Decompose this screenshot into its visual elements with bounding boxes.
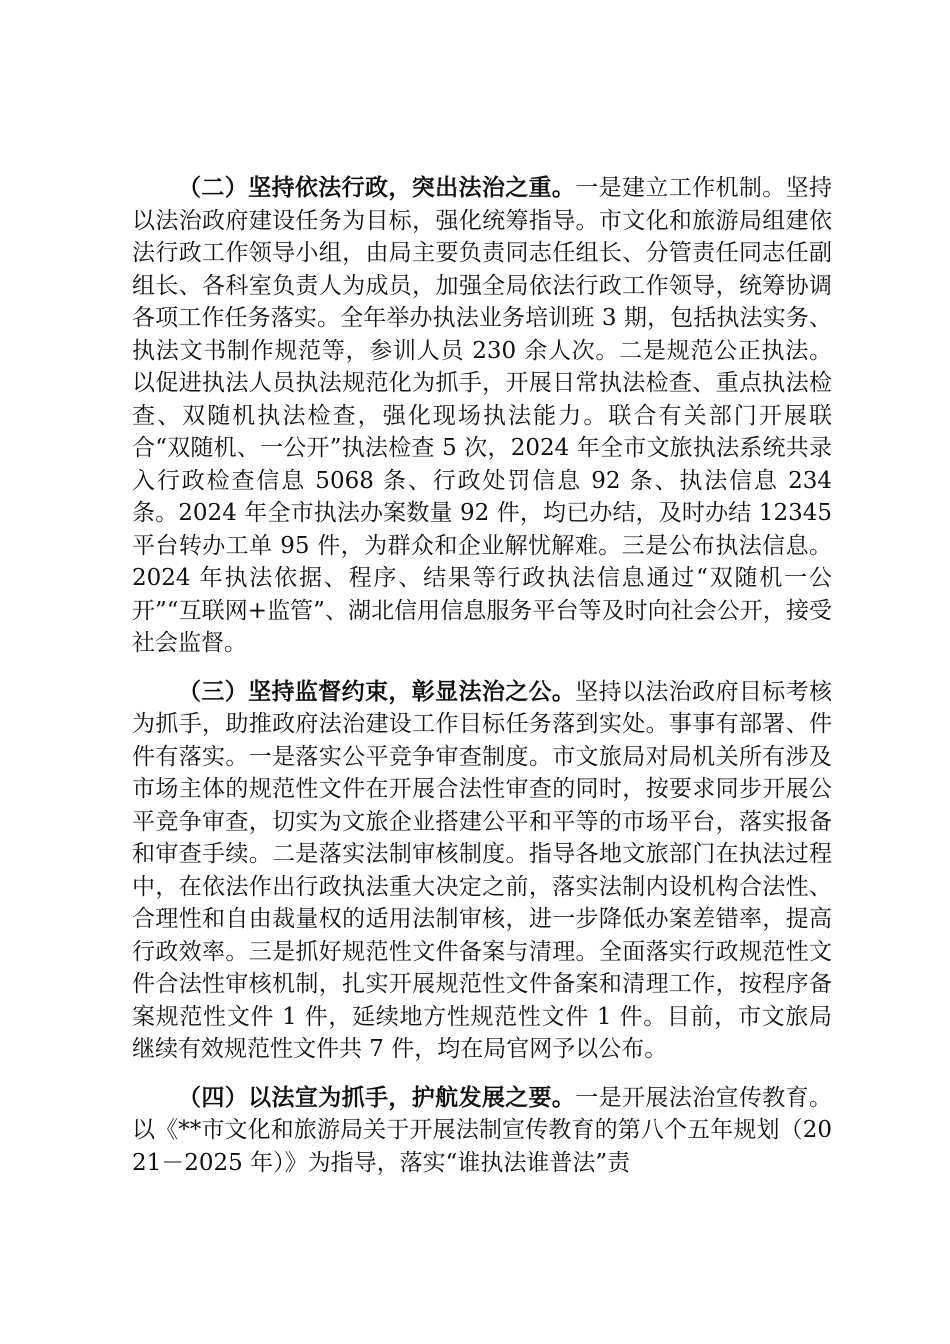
section-2-heading: （二）坚持依法行政，突出法治之重。 (178, 174, 576, 201)
paragraph-section-2 (132, 172, 832, 660)
section-2-body: 一是建立工作机制。坚持以法治政府建设任务为目标，强化统筹指导。市文化和旅游局组建依法行政工作领导小组，由局主要负责同志任组长、分管责任同志任副组长、各科室负责人为成员，加强全局依法行政工作领导，统筹协调各项工作任务落实。全年举办执法业务培训班 3 期，包括执法实务、执法文书制作规范等，参训人员 230 余人次。二是规范公正执法。以促进执法人员执法规范化为抓手，开展日常执法检查、重点执法检查、双随机执法检查，强化现场执法能力。联合有关部门开展联合“双随机、一公开”执法检查 5 次，2024 年全市文旅执法系统共录入行政检查信息 5068 条、行政处罚信息 92 条、执法信息 234 条。2024 年全市执法办案数量 92 件，均已办结，及时办结 12345 平台转办工单 95 件，为群众和企业解忧解难。三是公布执法信息。2024 年执法依据、程序、结果等行政执法信息通过“双随机一公开”“互联网+监管”、湖北信用信息服务平台等及时向社会公开，接受社会监督。 (132, 175, 833, 656)
section-4-body: 一是开展法治宣传教育。以《**市文化和旅游局关于开展法制宣传教育的第八个五年规划（2021－2025 年）》为指导，落实“谁执法谁普法”责 (132, 1084, 833, 1176)
paragraph-section-4 (132, 1082, 832, 1180)
section-3-heading: （三）坚持监督约束，彰显法治之公。 (178, 677, 576, 705)
paragraph-section-3 (132, 676, 832, 1066)
section-4-heading: （四）以法宣为抓手，护航发展之要。 (178, 1083, 576, 1111)
document-body (132, 172, 832, 1195)
section-3-body: 坚持以法治政府目标考核为抓手，助推政府法治建设工作目标任务落到实处。事事有部署、件件有落实。一是落实公平竞争审查制度。市文旅局对局机关所有涉及市场主体的规范性文件在开展合法性审查的同时，按要求同步开展公平竞争审查，切实为文旅企业搭建公平和平等的市场平台，落实报备和审查手续。二是落实法制审核制度。指导各地文旅部门在执法过程中，在依法作出行政执法重大决定之前，落实法制内设机构合法性、合理性和自由裁量权的适用法制审核，进一步降低办案差错率，提高行政效率。三是抓好规范性文件备案与清理。全面落实行政规范性文件合法性审核机制，扎实开展规范性文件备案和清理工作，按程序备案规范性文件 1 件，延续地方性规范性文件 1 件。目前，市文旅局继续有效规范性文件共 7 件，均在局官网予以公布。 (132, 678, 833, 1062)
